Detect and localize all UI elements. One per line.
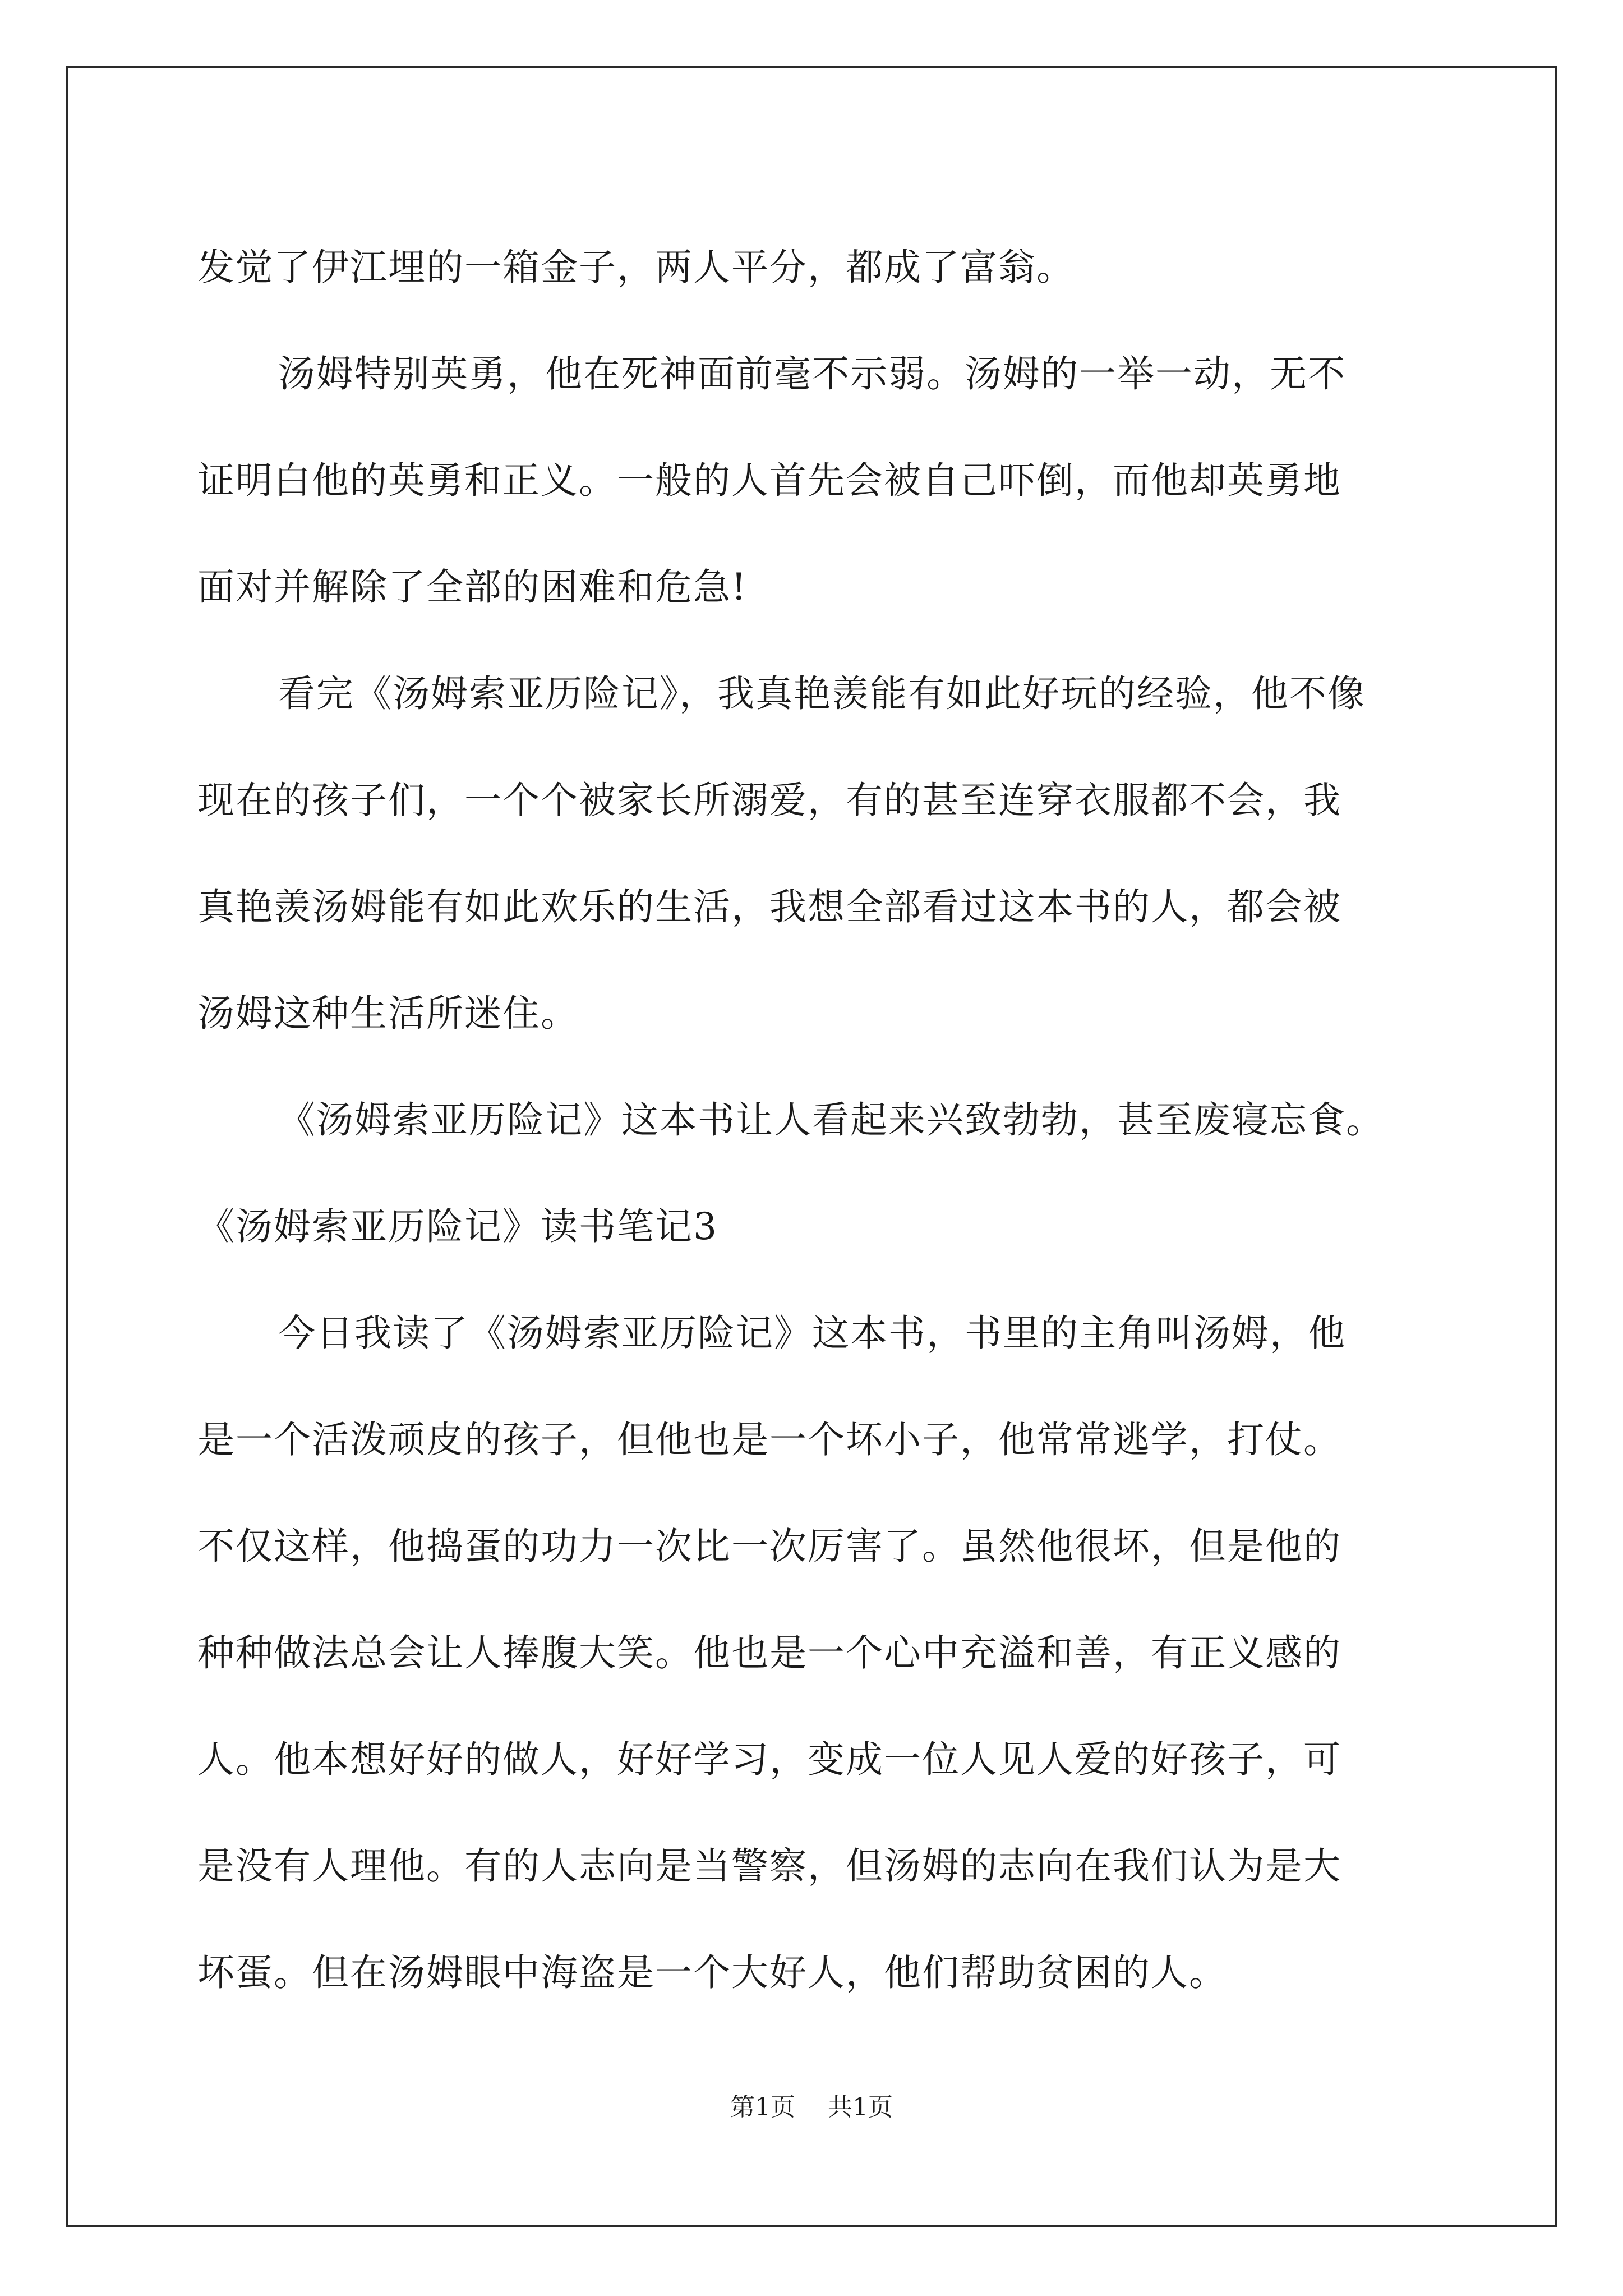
section-heading: 《汤姆索亚历险记》读书笔记3 — [197, 1205, 718, 1248]
text-line: 坏蛋。但在汤姆眼中海盗是一个大好人，他们帮助贫困的人。 — [197, 1951, 1227, 1994]
text-line: 真艳羡汤姆能有如此欢乐的生活，我想全部看过这本书的人，都会被 — [197, 885, 1341, 928]
text-line: 今日我读了《汤姆索亚历险记》这本书，书里的主角叫汤姆，他 — [278, 1312, 1346, 1355]
text-line: 现在的孩子们，一个个被家长所溺爱，有的甚至连穿衣服都不会，我 — [197, 779, 1341, 822]
text-line: 发觉了伊江埋的一箱金子，两人平分，都成了富翁。 — [197, 246, 1075, 289]
text-line: 人。他本想好好的做人，好好学习，变成一位人见人爱的好孩子，可 — [197, 1738, 1341, 1781]
page-total: 共1页 — [828, 2093, 893, 2122]
text-line: 不仅这样，他捣蛋的功力一次比一次厉害了。虽然他很坏，但是他的 — [197, 1525, 1341, 1568]
text-line: 看完《汤姆索亚历险记》，我真艳羡能有如此好玩的经验，他不像 — [278, 672, 1366, 715]
text-line: 汤姆特别英勇，他在死神面前毫不示弱。汤姆的一举一动，无不 — [278, 352, 1346, 395]
text-line: 面对并解除了全部的困难和危急! — [197, 565, 748, 609]
text-line: 证明白他的英勇和正义。一般的人首先会被自己吓倒，而他却英勇地 — [197, 459, 1341, 502]
text-line: 是一个活泼顽皮的孩子，但他也是一个坏小子，他常常逃学，打仗。 — [197, 1418, 1341, 1461]
document-body — [197, 214, 1426, 2026]
text-line: 是没有人理他。有的人志向是当警察，但汤姆的志向在我们认为是大 — [197, 1844, 1341, 1888]
text-line: 《汤姆索亚历险记》这本书让人看起来兴致勃勃，甚至废寝忘食。 — [278, 1098, 1384, 1142]
page-footer — [0, 2087, 1623, 2123]
page-number: 第1页 — [730, 2093, 795, 2122]
text-line: 汤姆这种生活所迷住。 — [197, 992, 579, 1035]
text-line: 种种做法总会让人捧腹大笑。他也是一个心中充溢和善，有正义感的 — [197, 1631, 1341, 1674]
